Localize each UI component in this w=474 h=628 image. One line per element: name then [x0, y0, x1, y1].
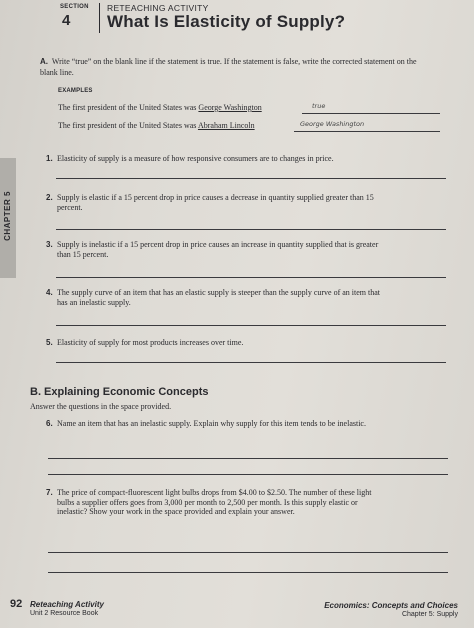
question-1-text: Elasticity of supply is a measure of how responsive consumers are to changes in price. — [57, 154, 334, 163]
question-5-number: 5. — [46, 338, 53, 347]
part-b-heading: B. Explaining Economic Concepts — [30, 386, 209, 398]
activity-label: RETEACHING ACTIVITY — [107, 3, 209, 13]
question-1 — [46, 154, 426, 164]
footer-right-title: Economics: Concepts and Choices — [324, 601, 458, 610]
example-1-answer: true — [312, 102, 326, 110]
part-a-instructions-text: Write “true” on the blank line if the statement is true. If the statement is false, write the corrected statement on the blank line. — [40, 57, 417, 77]
question-5 — [46, 338, 426, 348]
answer-line-5[interactable] — [56, 362, 446, 363]
example-2-answer: George Washington — [300, 120, 365, 128]
part-b-instructions: Answer the questions in the space provided. — [30, 402, 172, 411]
question-6-text: Name an item that has an inelastic supply. Explain why supply for this item tends to be inelastic. — [57, 419, 366, 428]
footer-left-subtitle: Unit 2 Resource Book — [30, 610, 99, 617]
question-2-number: 2. — [46, 193, 53, 202]
example-1 — [58, 103, 262, 112]
answer-line-4[interactable] — [56, 325, 446, 326]
example-1-line — [302, 113, 440, 114]
answer-line-3[interactable] — [56, 277, 446, 278]
question-3-number: 3. — [46, 240, 53, 249]
question-7-text: The price of compact-fluorescent light bulbs drops from $4.00 to $2.50. The number of these light bulbs a supplier offers goes from 3,000 per month to 2,500 per month. Is this supply elastic or inelastic? Show your work in the space provided and explain your answer. — [57, 488, 372, 516]
question-4-text: The supply curve of an item that has an elastic supply is steeper than the supply curve of an item that has an inelastic supply. — [57, 288, 381, 307]
footer-left-title: Reteaching Activity — [30, 600, 104, 609]
answer-line-2[interactable] — [56, 229, 446, 230]
answer-line-7a[interactable] — [48, 552, 448, 553]
answer-line-7b[interactable] — [48, 572, 448, 573]
question-2-text: Supply is elastic if a 15 percent drop in price causes a decrease in quantity supplied greater than 15 percent. — [57, 193, 374, 212]
section-label: SECTION — [60, 4, 89, 10]
example-2-line — [294, 131, 440, 132]
answer-line-1[interactable] — [56, 178, 446, 179]
question-3 — [46, 240, 426, 259]
question-7 — [46, 488, 426, 517]
section-number: 4 — [62, 12, 71, 29]
example-2-name: Abraham Lincoln — [197, 121, 255, 130]
example-2-prefix: The first president of the United States was — [58, 121, 198, 130]
question-6-number: 6. — [46, 419, 53, 428]
header-divider — [99, 3, 100, 33]
answer-line-6b[interactable] — [48, 474, 448, 475]
page-title: What Is Elasticity of Supply? — [107, 12, 346, 31]
example-1-name: George Washington — [198, 103, 262, 112]
question-2 — [46, 193, 426, 212]
part-a-instructions — [40, 56, 420, 78]
question-3-text: Supply is inelastic if a 15 percent drop in price causes an increase in quantity supplied that is greater than 15 percent. — [57, 240, 379, 259]
question-4-number: 4. — [46, 288, 53, 297]
footer-right-subtitle: Chapter 5: Supply — [401, 611, 458, 618]
examples-label: EXAMPLES — [58, 88, 93, 94]
example-2 — [58, 121, 255, 130]
answer-line-6a[interactable] — [48, 458, 448, 459]
question-4 — [46, 288, 426, 307]
question-6 — [46, 419, 426, 429]
part-a-letter: A. — [40, 57, 48, 66]
chapter-tab-label: CHAPTER 5 — [3, 191, 12, 241]
page-number: 92 — [10, 598, 23, 610]
question-5-text: Elasticity of supply for most products increases over time. — [57, 338, 244, 347]
question-7-number: 7. — [46, 488, 53, 497]
example-1-prefix: The first president of the United States was — [58, 103, 199, 112]
question-1-number: 1. — [46, 154, 53, 163]
